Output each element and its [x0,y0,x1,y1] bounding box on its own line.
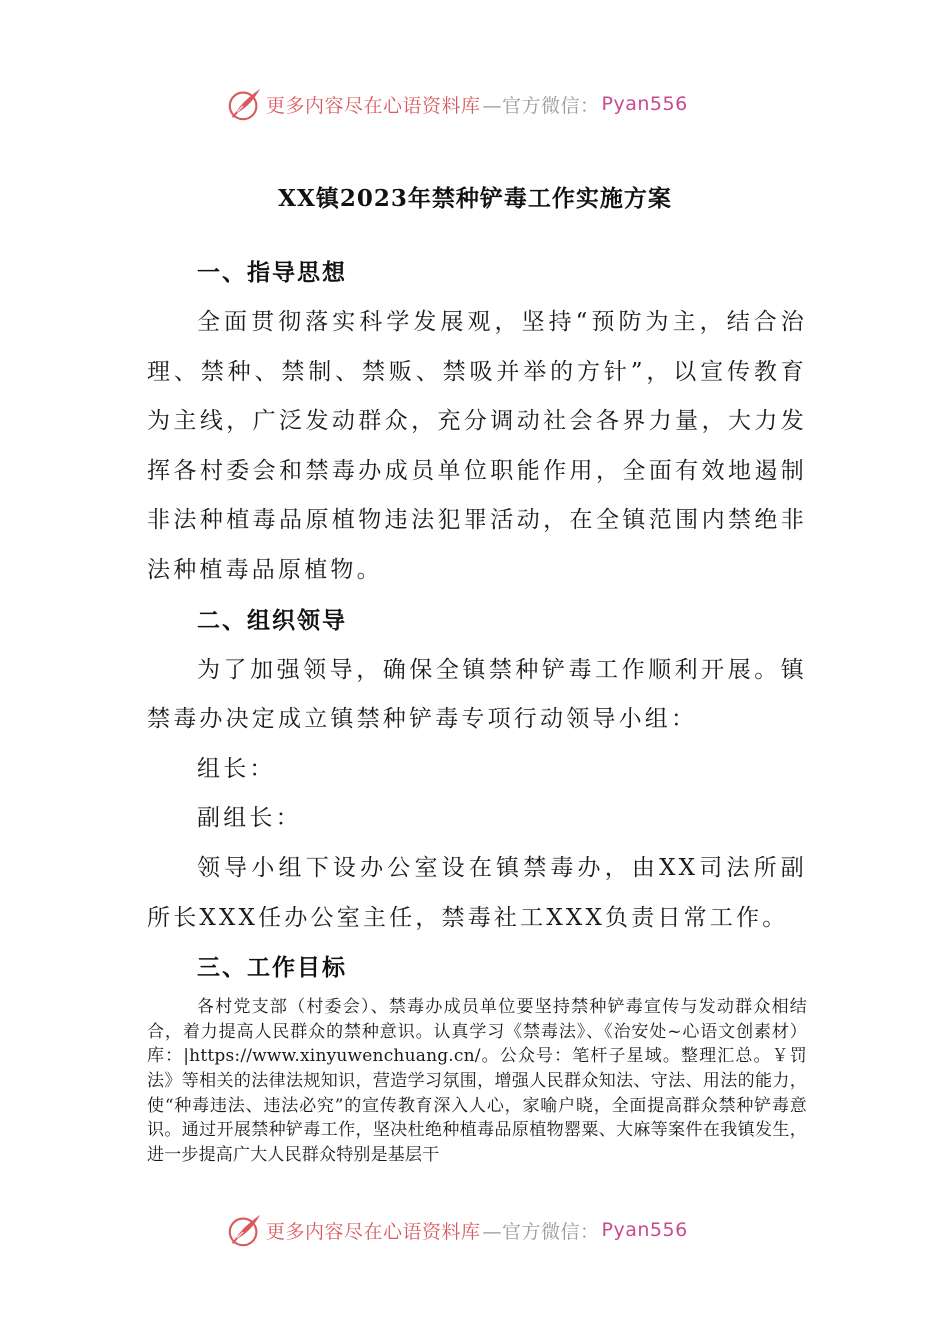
watermark-main-text: 更多内容尽在心语资料库 [266,1220,481,1243]
quill-logo-icon [226,1211,264,1249]
paragraph-team-leader: 组长： [197,755,276,782]
watermark-bottom [226,1210,688,1250]
watermark-main-text: 更多内容尽在心语资料库 [266,94,481,117]
paragraph-deputy-leader: 副组长： [197,805,302,832]
watermark-sub-text: —官方微信： [482,94,600,117]
paragraph-organization-intro: 为了加强领导，确保全镇禁种铲毒工作顺利开展。镇禁毒办决定成立镇禁种铲毒专项行动领导小组： [147,656,807,733]
section-heading-work-goals: 三、工作目标 [197,955,347,982]
section-heading-guiding-ideology: 一、指导思想 [197,260,347,286]
watermark-top [226,84,688,124]
watermark-wechat-id: Pyan556 [601,1219,688,1241]
document-body [147,248,807,1167]
document-title: XX镇2023年禁种铲毒工作实施方案 [278,185,672,212]
paragraph-office-setup: 领导小组下设办公室设在镇禁毒办，由XX司法所副所长XXX任办公室主任，禁毒社工XXX负责日常工作。 [147,854,807,931]
paragraph-work-goals: 各村党支部（村委会）、禁毒办成员单位要坚持禁种铲毒宣传与发动群众相结合，着力提高人民群众的禁种意识。认真学习《禁毒法》、《治安处~心语文创素材）库：|https://www.xinyuwenchuang.cn/。公众号：笔杆子星域。整理汇总。￥罚法》等相关的法律法规知识，营造学习氛围，增强人民群众知法、守法、用法的能力，使“种毒违法、违法必究”的宣传教育深入人心，家喻户晓，全面提高群众禁种铲毒意识。通过开展禁种铲毒工作，坚决杜绝种植毒品原植物罂粟、大麻等案件在我镇发生，进一步提高广大人民群众特别是基层干 [147,997,807,1165]
section-heading-organization: 二、组织领导 [197,607,347,634]
quill-logo-icon [226,85,264,123]
watermark-wechat-id: Pyan556 [601,93,688,115]
paragraph-guiding-ideology: 全面贯彻落实科学发展观，坚持“预防为主，结合治理、禁种、禁制、禁贩、禁吸并举的方针”，以宣传教育为主线，广泛发动群众，充分调动社会各界力量，大力发挥各村委会和禁毒办成员单位职能作用，全面有效地遏制非法种植毒品原植物违法犯罪活动，在全镇范围内禁绝非法种植毒品原植物。 [147,309,807,583]
watermark-sub-text: —官方微信： [482,1220,600,1243]
